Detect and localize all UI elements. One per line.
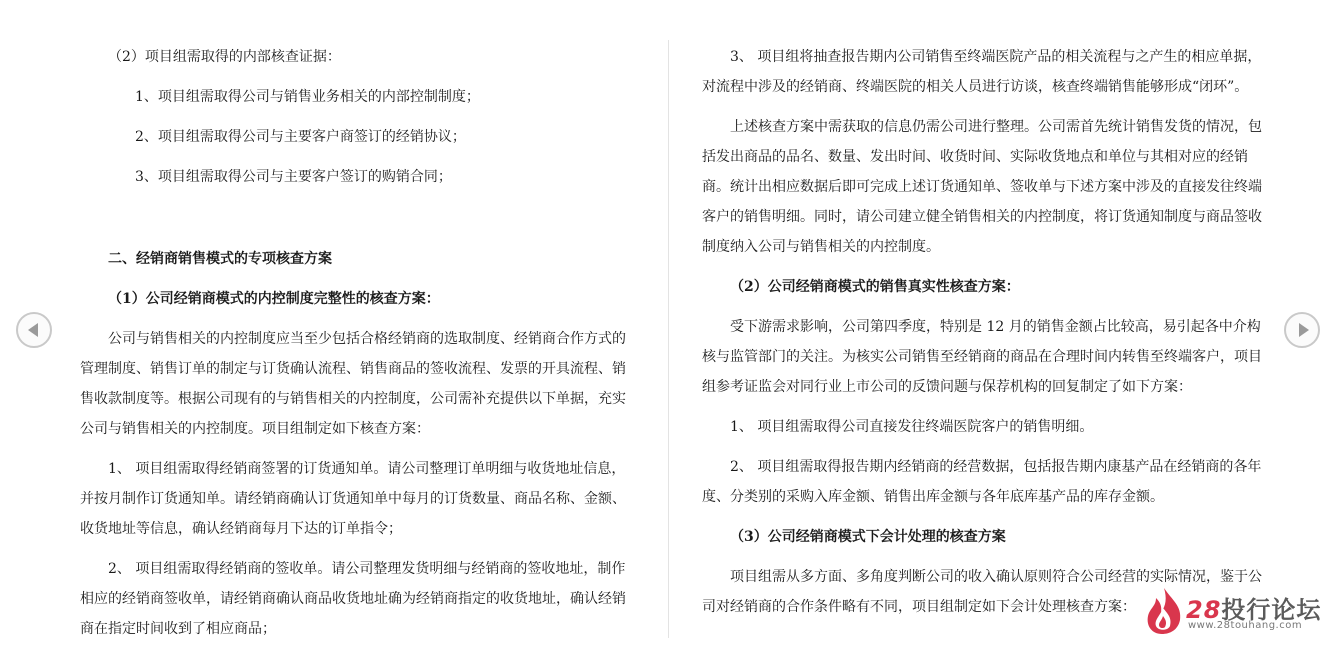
site-logo: [1142, 586, 1322, 636]
subsection-heading-1: （1）公司经销商模式的内控制度完整性的核查方案：: [108, 291, 440, 307]
logo-number: 28: [1186, 596, 1222, 624]
left-line-2: 1、项目组需取得公司与销售业务相关的内部控制制度；: [135, 89, 480, 105]
right-paragraph-1: 3、 项目组将抽查报告期内公司销售至终端医院产品的相关流程与之产生的相应单据，对流程中涉及的经销商、终端医院的相关人员进行访谈，核查终端销售能够形成“闭环”。: [702, 49, 1262, 95]
flame-icon: [1142, 586, 1186, 636]
right-paragraph-4: 1、 项目组需取得公司直接发往终端医院客户的销售明细。: [730, 419, 1094, 435]
left-line-3: 2、项目组需取得公司与主要客户商签订的经销协议；: [135, 129, 466, 145]
right-paragraph-5: 2、 项目组需取得报告期内经销商的经营数据，包括报告期内康基产品在经销商的各年度、分类别的采购入库金额、销售出库金额与各年底库基产品的库存金额。: [702, 459, 1262, 505]
right-paragraph-2: 上述核查方案中需获取的信息仍需公司进行整理。公司需首先统计销售发货的情况，包括发出商品的品名、数量、发出时间、收货时间、实际收货地点和单位与其相对应的经销商。统计出相应数据后即可完成上述订货通知单、签收单与下述方案中涉及的直接发往终端客户的销售明细。同时，请公司建立健全销售相关的内控制度，将订货通知制度与商品签收制度纳入公司与销售相关的内控制度。: [702, 119, 1262, 255]
left-paragraph-2: 1、 项目组需取得经销商签署的订货通知单。请公司整理订单明细与收货地址信息，并按月制作订货通知单。请经销商确认订货通知单中每月的订货数量、商品名称、金额、收货地址等信息，确认经销商每月下达的订单指令；: [80, 461, 626, 537]
subsection-heading-2: （2）公司经销商模式的销售真实性核查方案：: [730, 279, 1020, 295]
left-line-4: 3、项目组需取得公司与主要客户签订的购销合同；: [135, 169, 452, 185]
right-paragraph-3: 受下游需求影响，公司第四季度，特别是 12 月的销售金额占比较高，易引起各中介构核与监管部门的关注。为核实公司销售至经销商的商品在合理时间内转售至终端客户，项目组参考证监会对同行业上市公司的反馈问题与保荐机构的回复制定了如下方案：: [702, 319, 1262, 395]
column-divider: [668, 40, 669, 638]
subsection-heading-3: （3）公司经销商模式下会计处理的核查方案: [730, 529, 1006, 545]
chevron-left-icon: [28, 323, 38, 337]
right-paragraph-6: 项目组需从多方面、多角度判断公司的收入确认原则符合公司经营的实际情况，鉴于公司对经销商的合作条件略有不同，项目组制定如下会计处理核查方案：: [702, 569, 1262, 615]
right-column: [702, 0, 1264, 622]
logo-url: www.28touhang.com: [1188, 620, 1303, 631]
next-page-button[interactable]: [1284, 312, 1320, 348]
chevron-right-icon: [1299, 323, 1309, 337]
left-paragraph-3: 2、 项目组需取得经销商的签收单。请公司整理发货明细与经销商的签收地址，制作相应的经销商签收单，请经销商确认商品收货地址确为经销商指定的收货地址，确认经销商在指定时间收到了相应商品；: [80, 561, 626, 637]
left-paragraph-1: 公司与销售相关的内控制度应当至少包括合格经销商的选取制度、经销商合作方式的管理制度、销售订单的制定与订货确认流程、销售商品的签收流程、发票的开具流程、销售收款制度等。根据公司现有的与销售相关的内控制度，公司需补充提供以下单据，充实公司与销售相关的内控制度。项目组制定如下核查方案：: [80, 331, 626, 437]
left-column: [80, 0, 636, 644]
previous-page-button[interactable]: [16, 312, 52, 348]
logo-name: 投行论坛: [1221, 596, 1322, 624]
section-heading: 二、经销商销售模式的专项核查方案: [108, 251, 332, 267]
left-line-1: （2）项目组需取得的内部核查证据：: [108, 49, 341, 65]
